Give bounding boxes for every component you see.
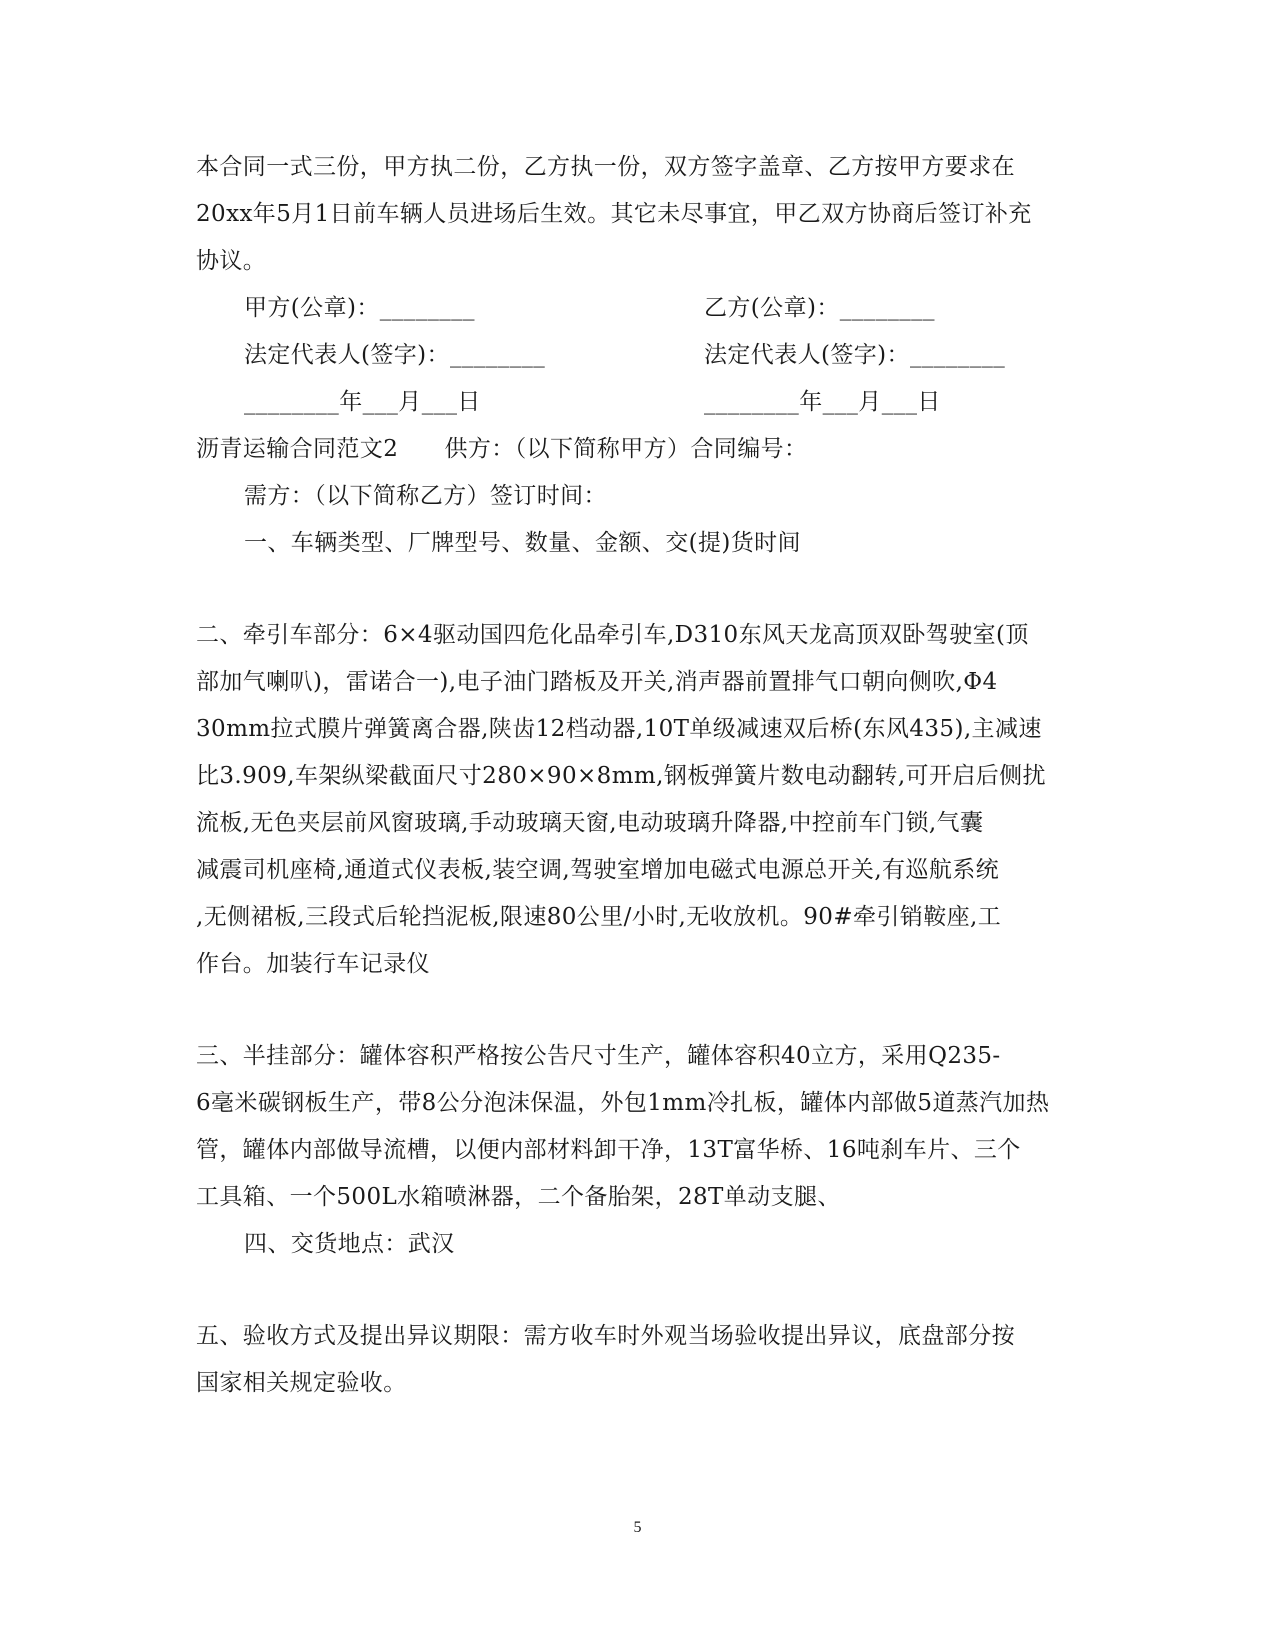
clause-3-line: 6毫米碳钢板生产，带8公分泡沫保温，外包1mm冷扎板，罐体内部做5道蒸汽加热	[196, 1090, 1050, 1116]
clause-3-line: 三、半挂部分：罐体容积严格按公告尺寸生产，罐体容积40立方，采用Q235-	[196, 1043, 1001, 1069]
clause-1: 一、车辆类型、厂牌型号、数量、金额、交(提)货时间	[244, 530, 801, 556]
clause-2-line: 减震司机座椅,通道式仪表板,装空调,驾驶室增加电磁式电源总开关,有巡航系统	[196, 857, 1000, 883]
clause-2-line: ,无侧裙板,三段式后轮挡泥板,限速80公里/小时,无收放机。90#牵引销鞍座,工	[196, 904, 1002, 930]
clause-5-line: 五、验收方式及提出异议期限：需方收车时外观当场验收提出异议，底盘部分按	[196, 1323, 1015, 1349]
party-b-seal: 乙方(公章)：________	[704, 295, 935, 321]
clause-2-line: 部加气喇叭)，雷诺合一),电子油门踏板及开关,消声器前置排气口朝向侧吹,Φ4	[196, 669, 998, 695]
paragraph-line: 本合同一式三份，甲方执二份，乙方执一份，双方签字盖章、乙方按甲方要求在	[196, 154, 1015, 180]
party-b-date: ________年___月___日	[704, 389, 941, 415]
paragraph-line: 20xx年5月1日前车辆人员进场后生效。其它未尽事宜，甲乙双方协商后签订补充	[196, 201, 1032, 227]
clause-5-line: 国家相关规定验收。	[196, 1370, 407, 1396]
party-a-representative: 法定代表人(签字)：________	[244, 342, 546, 368]
party-b-representative: 法定代表人(签字)：________	[704, 342, 1006, 368]
party-a-seal: 甲方(公章)：________	[244, 295, 475, 321]
clause-2-line: 比3.909,车架纵梁截面尺寸280×90×8mm,钢板弹簧片数电动翻转,可开启后侧扰	[196, 763, 1046, 789]
paragraph-line: 协议。	[196, 248, 267, 274]
clause-2-line: 作台。加装行车记录仪	[196, 951, 430, 977]
clause-2-line: 流板,无色夹层前风窗玻璃,手动玻璃天窗,电动玻璃升降器,中控前车门锁,气囊	[196, 810, 984, 836]
party-a-date: ________年___月___日	[244, 389, 481, 415]
clause-3-line: 管，罐体内部做导流槽，以便内部材料卸干净，13T富华桥、16吨刹车片、三个	[196, 1137, 1021, 1163]
clause-4: 四、交货地点：武汉	[244, 1231, 455, 1257]
clause-3-line: 工具箱、一个500L水箱喷淋器，二个备胎架，28T单动支腿、	[196, 1184, 841, 1210]
contract-heading: 沥青运输合同范文2 供方：（以下简称甲方）合同编号：	[196, 436, 808, 462]
clause-2-line: 二、牵引车部分：6×4驱动国四危化品牵引车,D310东风天龙高顶双卧驾驶室(顶	[196, 622, 1029, 648]
page-number: 5	[633, 1519, 642, 1536]
clause-2-line: 30mm拉式膜片弹簧离合器,陕齿12档动器,10T单级减速双后桥(东风435),主减速	[196, 716, 1042, 742]
buyer-line: 需方：（以下简称乙方）签订时间：	[244, 483, 607, 509]
